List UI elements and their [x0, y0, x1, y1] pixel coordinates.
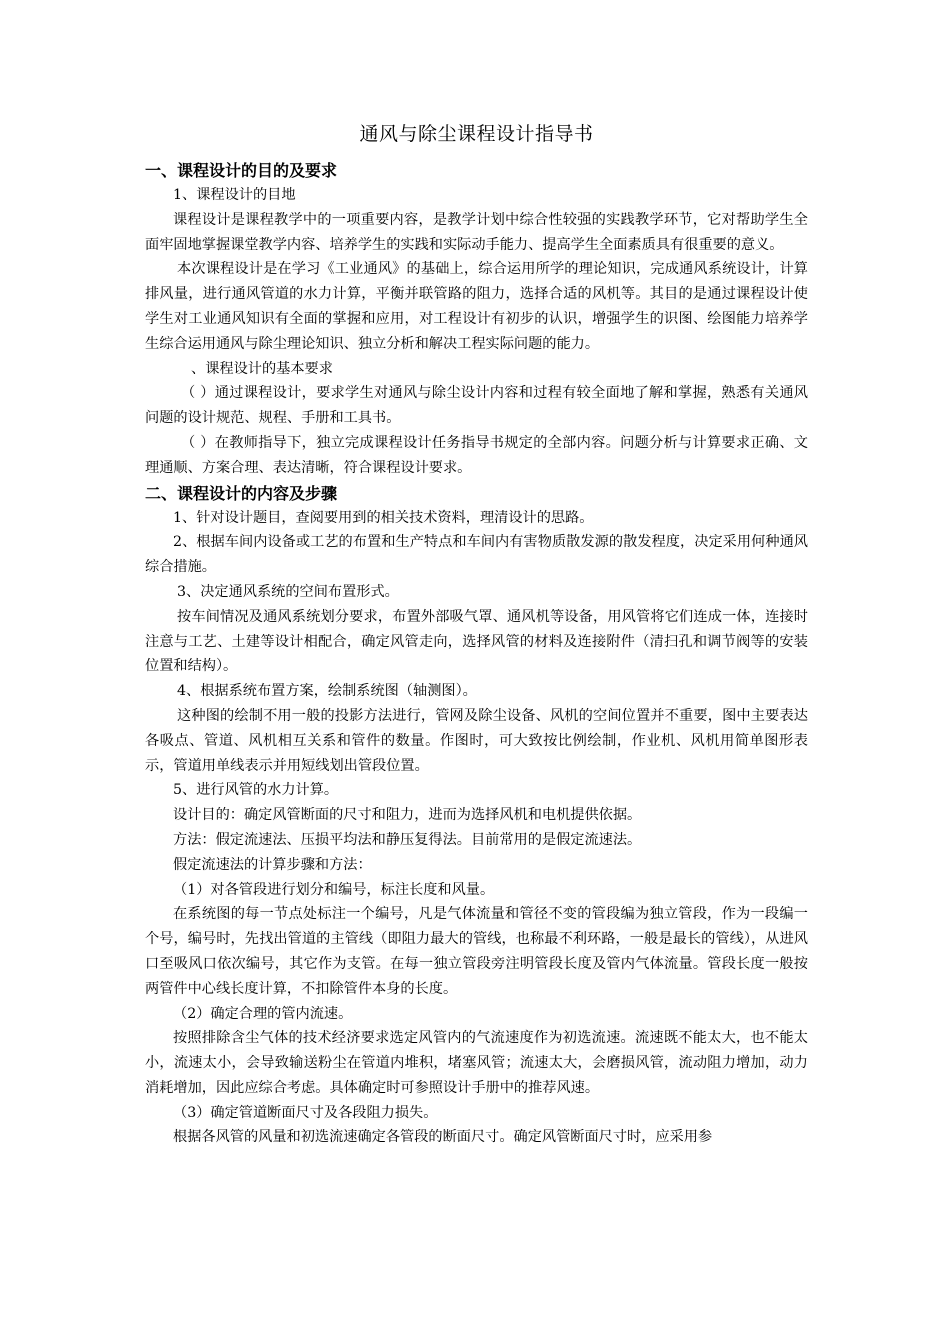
- step-item: 4、根据系统布置方案，绘制系统图（轴测图）。: [177, 683, 477, 700]
- subheading-purpose: 1、课程设计的目地: [173, 187, 296, 203]
- paragraph: 这种图的绘制不用一般的投影方法进行，管网及除尘设备、风机的空间位置并不重要，图中主要表达各吸点、管道、风机相互关系和管件的数量。作图时，可大致按比例绘制，作业机、风机用简单图形表示，管道用单线表示并用短线划出管段位置。: [145, 707, 808, 774]
- calc-step: （3）确定管道断面尺寸及各段阻力损失。: [173, 1104, 438, 1121]
- requirement-item: （ ）通过课程设计，要求学生对通风与除尘设计内容和过程有较全面地了解和掌握，熟悉有关通风问题的设计规范、规程、手册和工具书。: [145, 385, 808, 427]
- subheading-requirements: 、课程设计的基本要求: [191, 360, 333, 377]
- paragraph: 根据各风管的风量和初选流速确定各管段的断面尺寸。确定风管断面尺寸时，应采用参: [173, 1129, 713, 1146]
- section-heading-2: 二、课程设计的内容及步骤: [145, 483, 338, 503]
- document-page: [145, 120, 808, 1150]
- document-title: 通风与除尘课程设计指导书: [359, 123, 594, 145]
- requirement-item: （ ）在教师指导下，独立完成课程设计任务指导书规定的全部内容。问题分析与计算要求正确、文理通顺、方案合理、表达清晰，符合课程设计要求。: [145, 434, 808, 476]
- section-heading-1: 一、课程设计的目的及要求: [145, 161, 338, 180]
- calc-step: （1）对各管段进行划分和编号，标注长度和风量。: [173, 881, 495, 898]
- paragraph: 假定流速法的计算步骤和方法：: [173, 856, 372, 873]
- paragraph: 本次课程设计是在学习《工业通风》的基础上，综合运用所学的理论知识，完成通风系统设计，计算排风量，进行通风管道的水力计算，平衡并联管路的阻力，选择合适的风机等。其目的是通过课程设计使学生对工业通风知识有全面的掌握和应用，对工程设计有初步的认识，增强学生的识图、绘图能力培养学生综合运用通风与除尘理论知识、独立分析和解决工程实际问题的能力。: [145, 261, 808, 352]
- calc-step: （2）确定合理的管内流速。: [173, 1005, 353, 1022]
- step-item: 2、根据车间内设备或工艺的布置和生产特点和车间内有害物质散发源的散发程度，决定采用何种通风综合措施。: [145, 534, 808, 576]
- paragraph: 课程设计是课程教学中的一项重要内容，是教学计划中综合性较强的实践教学环节，它对帮助学生全面牢固地掌握课堂教学内容、培养学生的实践和实际动手能力、提高学生全面素质具有很重要的意义。: [145, 211, 808, 253]
- paragraph: 方法：假定流速法、压损平均法和静压复得法。目前常用的是假定流速法。: [173, 831, 642, 848]
- paragraph: 在系统图的每一节点处标注一个编号，凡是气体流量和管径不变的管段编为独立管段，作为一段编一个号，编号时，先找出管道的主管线（即阻力最大的管线，也称最不利环路，一般是最长的管线），从进风口至吸风口依次编号，其它作为支管。在每一独立管段旁注明管段长度及管内气体流量。管段长度一般按两管件中心线长度计算，不扣除管件本身的长度。: [145, 906, 808, 997]
- step-item: 3、决定通风系统的空间布置形式。: [177, 583, 399, 600]
- paragraph: 设计目的：确定风管断面的尺寸和阻力，进而为选择风机和电机提供依据。: [173, 807, 642, 824]
- paragraph: 按照排除含尘气体的技术经济要求选定风管内的气流速度作为初选流速。流速既不能太大，也不能太小，流速太小，会导致输送粉尘在管道内堆积，堵塞风管；流速太大，会磨损风管，流动阻力增加，动力消耗增加，因此应综合考虑。具体确定时可参照设计手册中的推荐风速。: [145, 1030, 808, 1096]
- paragraph: 按车间情况及通风系统划分要求，布置外部吸气罩、通风机等设备，用风管将它们连成一体，连接时注意与工艺、土建等设计相配合，确定风管走向，选择风管的材料及连接附件（清扫孔和调节阀等的安装位置和结构）。: [145, 608, 808, 675]
- step-item: 1、针对设计题目，查阅要用到的相关技术资料，理清设计的思路。: [173, 509, 594, 526]
- step-item: 5、进行风管的水力计算。: [173, 782, 339, 799]
